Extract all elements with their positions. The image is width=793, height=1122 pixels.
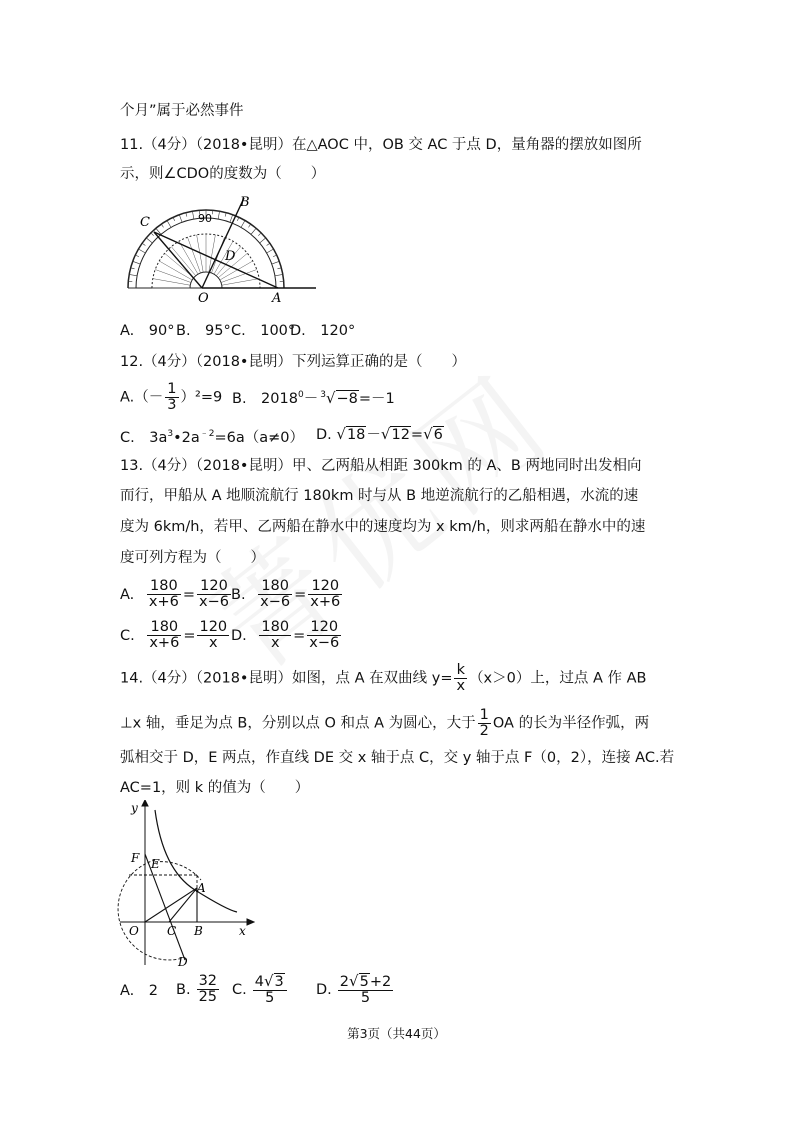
protractor-tick (179, 215, 182, 223)
label-d: D (178, 955, 188, 969)
label-y: y (131, 801, 138, 815)
q12-a-prefix: A.（－ (120, 389, 164, 406)
label-c: C (140, 215, 150, 230)
q12-option-c: C. $3a^3•2a^{﹣2}=6a(a\ne 0)$ (120, 429, 305, 446)
protractor-tick (142, 243, 145, 245)
label-f: F (131, 851, 140, 865)
label-o: O (129, 924, 139, 938)
label-e: E (151, 857, 160, 871)
protractor-tick (272, 261, 280, 264)
protractor-tick (241, 220, 245, 227)
q14-stem-line2: ⊥x 轴，垂足为点 B，分别以点 O 和点 A 为圆心，大于 $\frac{1}{2}$ OA 的长为半径作弧，两 (120, 707, 650, 739)
label-a: A (197, 881, 206, 895)
protractor-tick (237, 217, 239, 221)
label-a: A (272, 291, 282, 306)
triangle-aoc (154, 198, 316, 288)
continuation-text: 个月”属于必然事件 (120, 103, 244, 119)
q12-a-suffix: ）²=9 (180, 389, 223, 406)
q14-hyperbola-figure (115, 800, 255, 970)
q13-option-a: A. $\frac{180}{x+6}$ = $\frac{120}{x-6}$ (120, 578, 229, 610)
q12-option-a (120, 382, 222, 413)
q14-stem-line1: 14.（4分）（2018•昆明）如图，点 A 在双曲线 y= $\frac{k}{x}$ （x＞0）上，过点 A 作 AB (120, 662, 647, 694)
label-o: O (198, 291, 209, 306)
protractor-tick (138, 249, 145, 253)
q13-option-d: D. $\frac{180}{x}$ = $\frac{120}{x-6}$ (231, 619, 340, 651)
label-x: x (239, 924, 246, 938)
protractor-tick (267, 249, 274, 253)
q11-option-a: A. 90° (120, 323, 175, 339)
protractor-tick (135, 255, 139, 257)
protractor-tick (133, 261, 141, 264)
q11-option-d: D. 120° (290, 323, 356, 339)
label-b: B (240, 196, 250, 210)
protractor-tick (146, 238, 152, 243)
protractor-tick (161, 224, 163, 227)
q14-stem-line3: 弧相交于 D，E 两点，作直线 DE 交 x 轴于点 C，交 y 轴于点 F（0，2），连接 AC.若 (120, 750, 675, 766)
protractor-tick (251, 228, 256, 234)
q14-option-c: C. $\frac{4√3}{5}$ (232, 974, 289, 1006)
q13-stem-line2: 而行，甲船从 A 地顺流航行 180km 时与从 B 地逆流航行的乙船相遇，水流的速 (120, 488, 639, 504)
protractor-tick (218, 211, 219, 219)
protractor-spoke (222, 279, 259, 286)
q12-stem: 12.（4分）（2018•昆明）下列运算正确的是（ ） (120, 354, 466, 370)
construction-arcs (118, 860, 201, 960)
page-footer: 第3页（共44页） (347, 1026, 446, 1041)
q13-option-b: B. $\frac{180}{x-6}$ = $\frac{120}{x+6}$ (231, 578, 341, 610)
label-d: D (225, 249, 236, 264)
protractor-tick (167, 220, 171, 227)
protractor-tick (129, 274, 137, 275)
protractor-tick (248, 224, 250, 227)
q12-option-d: D. √18－√12=√6 (316, 425, 443, 443)
protractor-tick (151, 233, 154, 236)
q14-option-b: B. $\frac{32}{25}$ (176, 973, 218, 1005)
protractor-tick (275, 274, 283, 275)
q11-stem-line1: 11.（4分）（2018•昆明）在△AOC 中，OB 交 AC 于点 D，量角器的摆放如图所 (120, 137, 642, 153)
protractor-tick (173, 217, 175, 221)
protractor-spoke (153, 279, 190, 286)
protractor-tick (273, 255, 277, 257)
q14-stem-line4: AC=1，则 k 的值为（ ） (120, 780, 310, 796)
q13-option-c: C. $\frac{180}{x+6}$ = $\frac{120}{x}$ (120, 619, 228, 651)
q11-option-b: B. 95° (176, 323, 231, 339)
protractor-spoke (171, 247, 195, 276)
q11-stem-line2: 示，则∠CDO的度数为（ ） (120, 166, 326, 182)
q11-option-c: C. 100° (231, 323, 296, 339)
q11-protractor-figure (118, 196, 318, 306)
label-c: C (167, 924, 177, 938)
protractor-tick (267, 243, 270, 245)
q12-a-fraction: $\frac{1}{3}$ (167, 381, 177, 413)
hyperbola-curve (155, 810, 237, 912)
q12-option-b: B. $2018^0- ^3√-8=-1$ (232, 388, 395, 407)
axes (120, 800, 254, 965)
q13-stem-line1: 13.（4分）（2018•昆明）甲、乙两船从相距 300km 的 A、B 两地同时出发相向 (120, 458, 642, 474)
protractor-tick (258, 233, 261, 236)
protractor-tick (230, 215, 233, 223)
protractor-tick (192, 211, 193, 219)
q13-stem-line3: 度为 6km/h，若甲、乙两船在静水中的速度均为 x km/h，则求两船在静水中的速 (120, 519, 646, 535)
q14-option-d: D. $\frac{2√5+2}{5}$ (316, 972, 392, 1006)
label-90: 90 (198, 212, 212, 225)
q13-stem-line4: 度可列方程为（ ） (120, 550, 265, 566)
q14-option-a: A. 2 (120, 983, 158, 999)
label-b: B (194, 924, 203, 938)
protractor-tick (260, 238, 266, 243)
